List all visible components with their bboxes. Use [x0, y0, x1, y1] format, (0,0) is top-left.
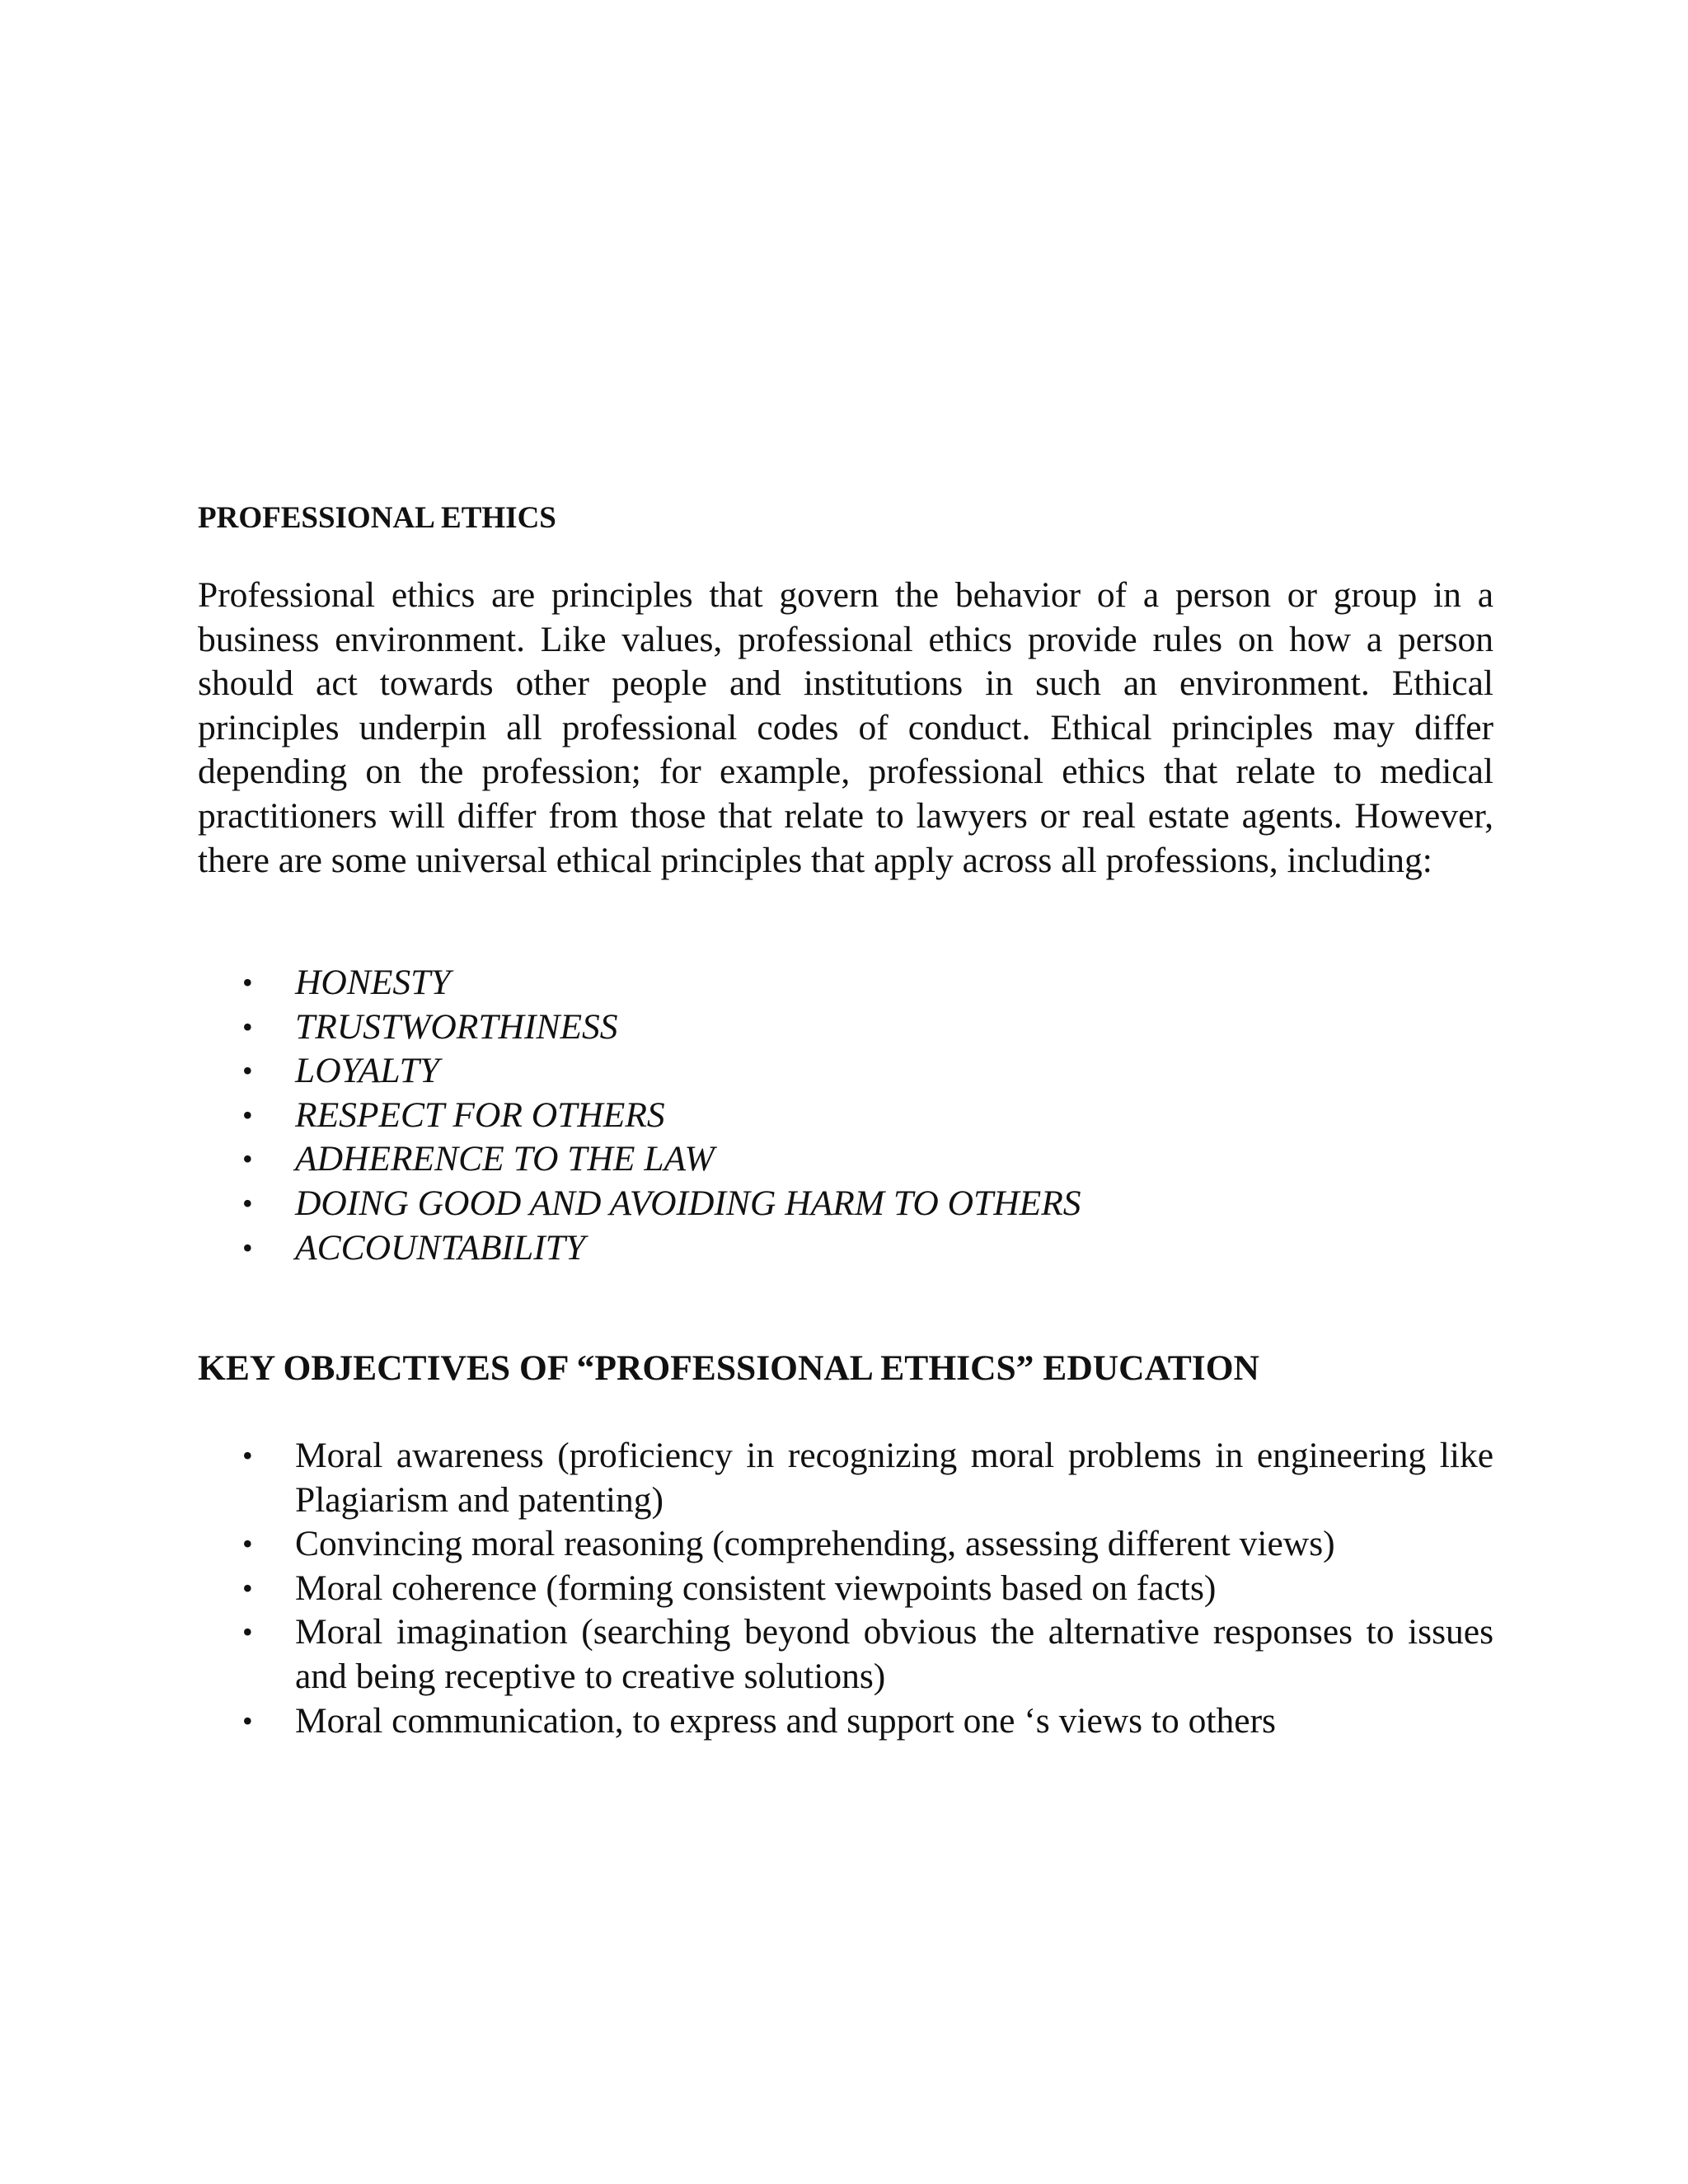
bullet-icon: • — [242, 1615, 253, 1649]
document-page — [198, 0, 1493, 2184]
list-item — [198, 1522, 1493, 1567]
principle-text: ACCOUNTABILITY — [295, 1227, 586, 1268]
list-item — [198, 1226, 1493, 1271]
objective-text: Convincing moral reasoning (comprehending, assessing different views) — [295, 1524, 1335, 1564]
bullet-icon: • — [242, 1230, 253, 1264]
bullet-icon: • — [242, 1054, 253, 1088]
list-item — [198, 1434, 1493, 1522]
principle-text: RESPECT FOR OTHERS — [295, 1094, 665, 1135]
objective-text: Moral coherence (forming consistent viewpoints based on facts) — [295, 1568, 1217, 1608]
list-item — [198, 1094, 1493, 1138]
list-item — [198, 1137, 1493, 1182]
bullet-icon: • — [242, 966, 253, 999]
principle-text: HONESTY — [295, 963, 451, 1002]
bullet-icon: • — [242, 1527, 253, 1561]
objective-text: Moral communication, to express and support one ‘s views to others — [295, 1700, 1276, 1741]
principle-text: LOYALTY — [295, 1051, 440, 1091]
bullet-icon: • — [242, 1098, 253, 1132]
list-item — [198, 1699, 1493, 1744]
objective-text: Moral awareness (proficiency in recognizing moral problems in engineering like Plagiarism and patenting) — [295, 1436, 1493, 1520]
objectives-heading: KEY OBJECTIVES OF “PROFESSIONAL ETHICS” EDUCATION — [198, 1348, 1259, 1388]
objectives-list — [198, 1434, 1493, 1743]
bullet-icon: • — [242, 1439, 253, 1472]
list-item — [198, 1049, 1493, 1094]
bullet-icon: • — [242, 1010, 253, 1043]
bullet-icon: • — [242, 1704, 253, 1737]
objective-text: Moral imagination (searching beyond obvious the alternative responses to issues and being receptive to creative solutions) — [295, 1612, 1493, 1696]
list-item — [198, 1610, 1493, 1699]
list-item — [198, 1182, 1493, 1226]
bullet-icon: • — [242, 1571, 253, 1605]
document-title: PROFESSIONAL ETHICS — [198, 501, 556, 535]
list-item — [198, 961, 1493, 1005]
principles-list — [198, 961, 1493, 1270]
list-item — [198, 1567, 1493, 1611]
bullet-icon: • — [242, 1186, 253, 1220]
intro-paragraph: Professional ethics are principles that govern the behavior of a person or group in a business environment. Like values, professional ethics provide rules on how a person should act towards other people and institutions in such an environment. Ethical principles underpin all professional codes of conduct. Ethical principles may differ depending on the profession; for example, professional ethics that relate to medical practitioners will differ from those that relate to lawyers or real estate agents. However, there are some universal ethical principles that apply across all professions, including: — [198, 575, 1493, 880]
list-item — [198, 1005, 1493, 1050]
bullet-icon: • — [242, 1142, 253, 1176]
principle-text: TRUSTWORTHINESS — [295, 1006, 618, 1047]
principle-text: ADHERENCE TO THE LAW — [295, 1139, 715, 1179]
principle-text: DOING GOOD AND AVOIDING HARM TO OTHERS — [295, 1183, 1081, 1223]
